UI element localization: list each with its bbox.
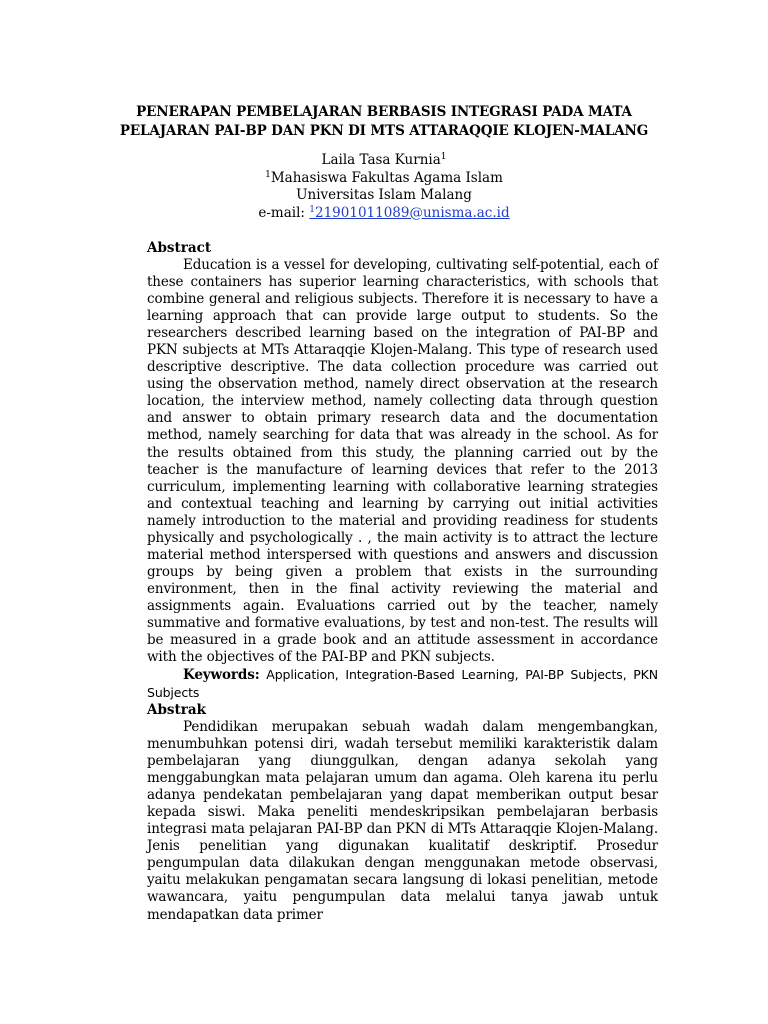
university: Universitas Islam Malang: [296, 187, 472, 203]
keywords-text: Application, Integration-Based Learning, PAI-BP Subjects, PKN Subjects: [147, 667, 658, 701]
abstract-heading: Abstract: [147, 240, 212, 256]
keywords-label: Keywords:: [183, 667, 260, 684]
author-block: [100, 152, 668, 222]
author-line: [100, 152, 668, 170]
abstract-paragraph: Education is a vessel for developing, cultivating self-potential, each of these containers has superior learning characteristics, with schools that combine general and religious subjects. Therefore it is necessary to have a learning approach that can provide large output to students. So the researchers described learning based on the integration of PAI-BP and PKN subjects at MTs Attaraqqie Klojen-Malang. This type of research used descriptive descriptive. The data collection procedure was carried out using the observation method, namely direct observation at the research location, the interview method, namely collecting data through question and answer to obtain primary research data and the documentation method, namely searching for data that was already in the school. As for the results obtained from this study, the planning carried out by the teacher is the manufacture of learning devices that refer to the 2013 curriculum, implementing learning with collaborative learning strategies and contextual teaching and learning by carrying out initial activities namely introduction to the material and providing readiness for students physically and psychologically . , the main activity is to attract the lecture material method interspersed with questions and answers and discussion groups by being given a problem that exists in the surrounding environment, then in the final activity reviewing the material and assignments again. Evaluations carried out by the teacher, namely summative and formative evaluations, by test and non-test. The results will be measured in a grade book and an attitude assessment in accordance with the objectives of the PAI-BP and PKN subjects.: [147, 257, 658, 666]
affiliation: Mahasiswa Fakultas Agama Islam: [270, 169, 503, 186]
abstrak-paragraph: Pendidikan merupakan sebuah wadah dalam mengembangkan, menumbuhkan potensi diri, wadah tersebut memiliki karakteristik dalam pembelajaran yang diunggulkan, dengan adanya sekolah yang menggabungkan mata pelajaran umum dan agama. Oleh karena itu perlu adanya pendekatan pembelajaran yang dapat memberikan output besar kepada siswi. Maka peneliti mendeskripsikan pembelajaran berbasis integrasi mata pelajaran PAI-BP dan PKN di MTs Attaraqqie Klojen-Malang. Jenis penelitian yang digunakan kualitatif deskriptif. Prosedur pengumpulan data dilakukan dengan menggunakan metode observasi, yaitu melakukan pengamatan secara langsung di lokasi penelitian, metode wawancara, yaitu pengumpulan data melalui tanya jawab untuk mendapatkan data primer: [147, 719, 658, 923]
email-link[interactable]: [309, 205, 509, 221]
email-address: 21901011089@unisma.ac.id: [315, 204, 510, 221]
affiliation-superscript: 1: [265, 169, 271, 180]
email-line: [100, 205, 668, 223]
abstrak-heading: Abstrak: [147, 702, 206, 718]
author-superscript: 1: [440, 152, 447, 162]
abstrak-body: [147, 719, 658, 924]
title-line-2: PELAJARAN PAI-BP DAN PKN DI MTS ATTARAQQIE KLOJEN-MALANG: [119, 123, 649, 139]
email-superscript: 1: [309, 204, 315, 215]
email-label: e-mail:: [258, 204, 310, 221]
affiliation-line: [100, 170, 668, 188]
title-line-1: PENERAPAN PEMBELAJARAN BERBASIS INTEGRASI PADA MATA: [136, 104, 632, 120]
keywords-line: [147, 666, 658, 702]
paper-title: [100, 103, 668, 141]
author-name: Laila Tasa Kurnia: [321, 152, 441, 168]
abstract-body: [147, 257, 658, 702]
